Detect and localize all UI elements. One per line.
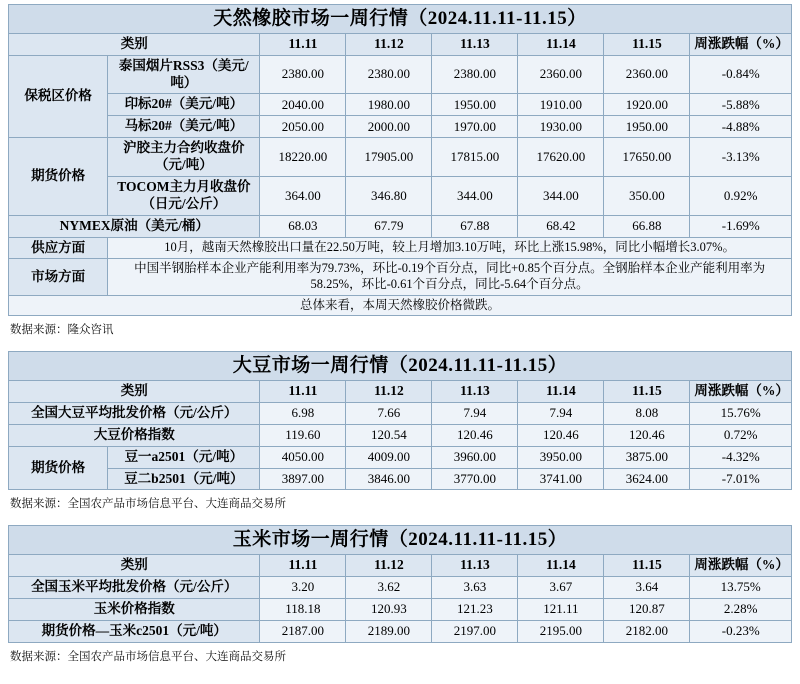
corn-table [8, 525, 792, 642]
cell-value: 121.23 [432, 598, 518, 620]
cell-value: 3.64 [604, 577, 690, 599]
group-label-futures: 期货价格 [9, 138, 108, 216]
column-header-day3: 11.13 [432, 555, 518, 577]
column-header-day2: 11.12 [346, 33, 432, 55]
cell-value: 3875.00 [604, 446, 690, 468]
table-title-row [9, 526, 792, 555]
rubber-summary: 总体来看，本周天然橡胶价格微跌。 [9, 295, 792, 316]
column-header-day1: 11.11 [260, 555, 346, 577]
cell-value: 2380.00 [432, 55, 518, 94]
cell-value: 120.46 [604, 424, 690, 446]
cell-change: 2.28% [690, 598, 792, 620]
cell-value: 1970.00 [432, 116, 518, 138]
table-row [9, 468, 792, 490]
column-header-day3: 11.13 [432, 33, 518, 55]
column-header-day5: 11.15 [604, 555, 690, 577]
cell-change: 0.72% [690, 424, 792, 446]
cell-value: 2187.00 [260, 620, 346, 642]
table-row [9, 446, 792, 468]
corn-source: 数据来源：全国农产品市场信息平台、大连商品交易所 [10, 650, 286, 663]
row-label: 全国大豆平均批发价格（元/公斤） [9, 402, 260, 424]
row-label: 豆二b2501（元/吨） [108, 468, 260, 490]
column-header-day4: 11.14 [518, 555, 604, 577]
table-row [9, 176, 792, 215]
cell-value: 2195.00 [518, 620, 604, 642]
row-label: 豆一a2501（元/吨） [108, 446, 260, 468]
cell-value: 118.18 [260, 598, 346, 620]
cell-value: 350.00 [604, 176, 690, 215]
row-label: 印标20#（美元/吨） [108, 94, 260, 116]
cell-change: -1.69% [690, 215, 792, 237]
cell-change: -4.32% [690, 446, 792, 468]
column-header-day2: 11.12 [346, 555, 432, 577]
table-row [9, 402, 792, 424]
table-title-row [9, 352, 792, 381]
column-header-day5: 11.15 [604, 381, 690, 403]
table-title-row [9, 5, 792, 34]
table-row [9, 598, 792, 620]
cell-change: -0.23% [690, 620, 792, 642]
row-label: 沪胶主力合约收盘价（元/吨） [108, 138, 260, 177]
cell-value: 68.03 [260, 215, 346, 237]
cell-value: 66.88 [604, 215, 690, 237]
table-header-row [9, 33, 792, 55]
cell-value: 3897.00 [260, 468, 346, 490]
cell-value: 121.11 [518, 598, 604, 620]
cell-value: 2380.00 [260, 55, 346, 94]
column-header-category: 类别 [9, 555, 260, 577]
cell-value: 3741.00 [518, 468, 604, 490]
cell-value: 3846.00 [346, 468, 432, 490]
cell-value: 4050.00 [260, 446, 346, 468]
cell-value: 2360.00 [518, 55, 604, 94]
cell-value: 1980.00 [346, 94, 432, 116]
narrative-row-supply [9, 237, 792, 259]
cell-value: 7.94 [432, 402, 518, 424]
column-header-day4: 11.14 [518, 381, 604, 403]
cell-value: 2000.00 [346, 116, 432, 138]
cell-change: -7.01% [690, 468, 792, 490]
cell-change: 13.75% [690, 577, 792, 599]
cell-value: 120.87 [604, 598, 690, 620]
cell-value: 3960.00 [432, 446, 518, 468]
soybean-title: 大豆市场一周行情（2024.11.11-11.15） [9, 352, 792, 381]
cell-value: 1950.00 [604, 116, 690, 138]
group-label-futures: 期货价格 [9, 446, 108, 490]
rubber-source: 数据来源：隆众咨讯 [10, 324, 114, 337]
rubber-market-block [8, 4, 792, 337]
cell-value: 1910.00 [518, 94, 604, 116]
table-row [9, 55, 792, 94]
table-header-row [9, 555, 792, 577]
column-header-day4: 11.14 [518, 33, 604, 55]
cell-value: 346.80 [346, 176, 432, 215]
cell-value: 344.00 [518, 176, 604, 215]
corn-market-block [8, 525, 792, 663]
cell-value: 2040.00 [260, 94, 346, 116]
cell-value: 6.98 [260, 402, 346, 424]
cell-value: 1950.00 [432, 94, 518, 116]
cell-value: 17650.00 [604, 138, 690, 177]
summary-row [9, 295, 792, 316]
table-row [9, 424, 792, 446]
row-label: 全国玉米平均批发价格（元/公斤） [9, 577, 260, 599]
table-row [9, 620, 792, 642]
row-label: 期货价格—玉米c2501（元/吨） [9, 620, 260, 642]
soybean-table [8, 351, 792, 490]
column-header-weekly-change: 周涨跌幅（%） [690, 33, 792, 55]
cell-value: 17620.00 [518, 138, 604, 177]
cell-value: 8.08 [604, 402, 690, 424]
cell-value: 4009.00 [346, 446, 432, 468]
table-row [9, 116, 792, 138]
column-header-category: 类别 [9, 33, 260, 55]
cell-value: 2360.00 [604, 55, 690, 94]
cell-value: 3.62 [346, 577, 432, 599]
row-label-nymex-crude: NYMEX原油（美元/桶） [9, 215, 260, 237]
table-row [9, 138, 792, 177]
group-label-bonded-zone: 保税区价格 [9, 55, 108, 138]
cell-value: 3.63 [432, 577, 518, 599]
cell-change: 15.76% [690, 402, 792, 424]
cell-value: 3950.00 [518, 446, 604, 468]
cell-value: 67.88 [432, 215, 518, 237]
cell-value: 1920.00 [604, 94, 690, 116]
column-header-day5: 11.15 [604, 33, 690, 55]
cell-change: 0.92% [690, 176, 792, 215]
cell-value: 120.54 [346, 424, 432, 446]
row-label: 玉米价格指数 [9, 598, 260, 620]
cell-value: 120.93 [346, 598, 432, 620]
cell-value: 7.94 [518, 402, 604, 424]
cell-value: 3770.00 [432, 468, 518, 490]
cell-value: 3624.00 [604, 468, 690, 490]
cell-value: 67.79 [346, 215, 432, 237]
row-label: TOCOM主力月收盘价（日元/公斤） [108, 176, 260, 215]
cell-value: 68.42 [518, 215, 604, 237]
table-header-row [9, 381, 792, 403]
narrative-text-supply: 10月，越南天然橡胶出口量在22.50万吨，较上月增加3.10万吨，环比上涨15.98%，同比小幅增长3.07%。 [108, 237, 792, 259]
cell-value: 1930.00 [518, 116, 604, 138]
table-row [9, 94, 792, 116]
cell-value: 3.20 [260, 577, 346, 599]
narrative-label-market: 市场方面 [9, 259, 108, 295]
column-header-day1: 11.11 [260, 381, 346, 403]
cell-value: 120.46 [432, 424, 518, 446]
soybean-market-block [8, 351, 792, 511]
cell-value: 119.60 [260, 424, 346, 446]
narrative-text-market: 中国半钢胎样本企业产能利用率为79.73%，环比-0.19个百分点，同比+0.85个百分点。全钢胎样本企业产能利用率为58.25%，环比-0.61个百分点，同比-5.64个百分点。 [108, 259, 792, 295]
cell-change: -3.13% [690, 138, 792, 177]
column-header-category: 类别 [9, 381, 260, 403]
cell-value: 18220.00 [260, 138, 346, 177]
cell-value: 17815.00 [432, 138, 518, 177]
narrative-label-supply: 供应方面 [9, 237, 108, 259]
row-label: 马标20#（美元/吨） [108, 116, 260, 138]
cell-change: -5.88% [690, 94, 792, 116]
column-header-day2: 11.12 [346, 381, 432, 403]
table-row [9, 577, 792, 599]
cell-change: -4.88% [690, 116, 792, 138]
cell-value: 17905.00 [346, 138, 432, 177]
column-header-day1: 11.11 [260, 33, 346, 55]
cell-value: 2050.00 [260, 116, 346, 138]
rubber-title: 天然橡胶市场一周行情（2024.11.11-11.15） [9, 5, 792, 34]
corn-title: 玉米市场一周行情（2024.11.11-11.15） [9, 526, 792, 555]
cell-value: 7.66 [346, 402, 432, 424]
column-header-weekly-change: 周涨跌幅（%） [690, 555, 792, 577]
cell-value: 344.00 [432, 176, 518, 215]
soybean-source: 数据来源：全国农产品市场信息平台、大连商品交易所 [10, 498, 286, 511]
rubber-table [8, 4, 792, 316]
column-header-weekly-change: 周涨跌幅（%） [690, 381, 792, 403]
cell-value: 2189.00 [346, 620, 432, 642]
row-label: 大豆价格指数 [9, 424, 260, 446]
narrative-row-market [9, 259, 792, 295]
cell-value: 2197.00 [432, 620, 518, 642]
cell-change: -0.84% [690, 55, 792, 94]
cell-value: 2182.00 [604, 620, 690, 642]
row-label: 泰国烟片RSS3（美元/吨） [108, 55, 260, 94]
column-header-day3: 11.13 [432, 381, 518, 403]
cell-value: 2380.00 [346, 55, 432, 94]
table-row [9, 215, 792, 237]
cell-value: 3.67 [518, 577, 604, 599]
cell-value: 364.00 [260, 176, 346, 215]
cell-value: 120.46 [518, 424, 604, 446]
